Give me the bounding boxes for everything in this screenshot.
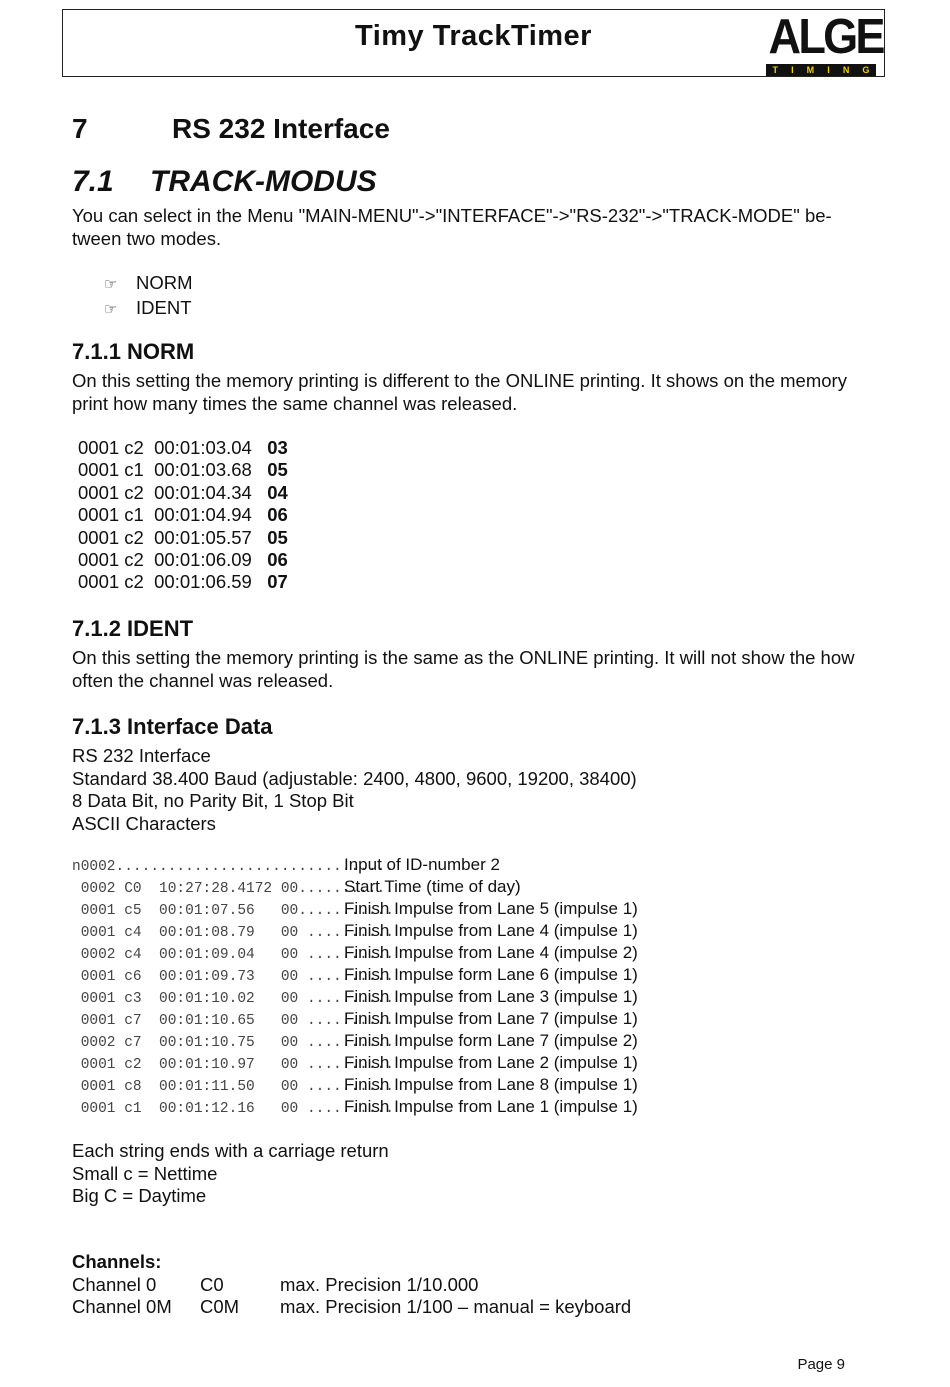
memory-row: 0001 c2 00:01:06.09 06	[78, 549, 288, 571]
subsection-number: 7.1	[72, 165, 114, 198]
table-row: 0001 c2 00:01:10.97 00 ..........Finish Impulse from Lane 2 (impulse 1)	[72, 1053, 638, 1073]
list-item: ☞ NORM	[104, 272, 193, 297]
logo-timing-bar	[766, 64, 876, 76]
pointing-hand-icon: ☞	[104, 276, 118, 293]
memory-row: 0001 c2 00:01:04.34 04	[78, 481, 288, 503]
subsection-heading	[72, 165, 377, 199]
section-heading	[72, 113, 390, 145]
page-number: Page 9	[797, 1356, 845, 1373]
logo-letter: I	[791, 65, 794, 75]
ident-paragraph: On this setting the memory printing is the same as the ONLINE printing. It will not show the how often the channel was released.	[72, 647, 855, 691]
pointing-hand-icon: ☞	[104, 300, 118, 318]
logo-word: ALGE	[768, 10, 883, 64]
memory-row: 0001 c1 00:01:03.68 05	[78, 459, 288, 481]
memory-print-example	[78, 437, 288, 594]
list-item: ☞ IDENT	[104, 297, 193, 322]
alge-timing-logo	[764, 10, 883, 75]
table-row: 0001 c5 00:01:07.56 00...........Finish Impulse from Lane 5 (impulse 1)	[72, 899, 638, 919]
memory-row: 0001 c1 00:01:04.94 06	[78, 504, 288, 526]
channels-heading: Channels:	[72, 1251, 162, 1272]
logo-letter: N	[842, 65, 850, 75]
logo-letter: M	[806, 65, 815, 75]
table-row: 0001 c4 00:01:08.79 00 ..........Finish Impulse from Lane 4 (impulse 1)	[72, 921, 638, 941]
logo-letter: G	[862, 65, 870, 75]
logo-letter: I	[827, 65, 830, 75]
interface-notes: Each string ends with a carriage return Small c = Nettime Big C = Daytime	[72, 1140, 389, 1206]
interface-string-table	[72, 854, 638, 1118]
table-row: 0001 c3 00:01:10.02 00 ..........Finish Impulse from Lane 3 (impulse 1)	[72, 987, 638, 1007]
page-header	[62, 9, 885, 77]
interface-data-lines: RS 232 Interface Standard 38.400 Baud (adjustable: 2400, 4800, 9600, 19200, 38400) 8 Data Bit, no Parity Bit, 1 Stop Bit ASCII Characters	[72, 745, 637, 834]
norm-heading: 7.1.1 NORM	[72, 339, 195, 364]
interface-data-heading: 7.1.3 Interface Data	[72, 714, 273, 739]
mode-list	[104, 272, 193, 321]
channel-row: Channel 0M C0M max. Precision 1/100 – manual = keyboard	[72, 1296, 632, 1317]
memory-row: 0001 c2 00:01:06.59 07	[78, 571, 288, 593]
section-number: 7	[72, 113, 88, 144]
memory-row: 0001 c2 00:01:05.57 05	[78, 526, 288, 548]
table-row: 0002 c7 00:01:10.75 00 ..........Finish Impulse form Lane 7 (impulse 2)	[72, 1031, 638, 1051]
table-row: 0001 c7 00:01:10.65 00 ..........Finish Impulse from Lane 7 (impulse 1)	[72, 1009, 638, 1029]
section-title: RS 232 Interface	[172, 113, 390, 144]
ident-heading: 7.1.2 IDENT	[72, 616, 194, 641]
subsection-title: TRACK-MODUS	[150, 165, 377, 198]
header-title: Timy TrackTimer	[355, 20, 592, 52]
table-row: 0001 c6 00:01:09.73 00 ..........Finish Impulse form Lane 6 (impulse 1)	[72, 965, 638, 985]
intro-paragraph: You can select in the Menu "MAIN-MENU"->"INTERFACE"->"RS-232"->"TRACK-MODE" be-tween two modes.	[72, 205, 832, 249]
table-row: 0001 c1 00:01:12.16 00 ..........Finish Impulse from Lane 1 (impulse 1)	[72, 1097, 638, 1117]
channel-row: Channel 0 C0 max. Precision 1/10.000	[72, 1273, 479, 1295]
table-row: n0002................................Input of ID-number 2	[72, 855, 500, 875]
table-row: 0002 C0 10:27:28.4172 00...........Start Time (time of day)	[72, 877, 521, 897]
table-row: 0001 c8 00:01:11.50 00 ..........Finish Impulse from Lane 8 (impulse 1)	[72, 1075, 638, 1095]
memory-row: 0001 c2 00:01:03.04 03	[78, 437, 288, 458]
channels-section	[72, 1251, 631, 1319]
logo-letter: T	[772, 65, 779, 75]
norm-paragraph: On this setting the memory printing is different to the ONLINE printing. It shows on the memory print how many times the same channel was released.	[72, 370, 847, 414]
table-row: 0002 c4 00:01:09.04 00 ..........Finish Impulse from Lane 4 (impulse 2)	[72, 943, 638, 963]
